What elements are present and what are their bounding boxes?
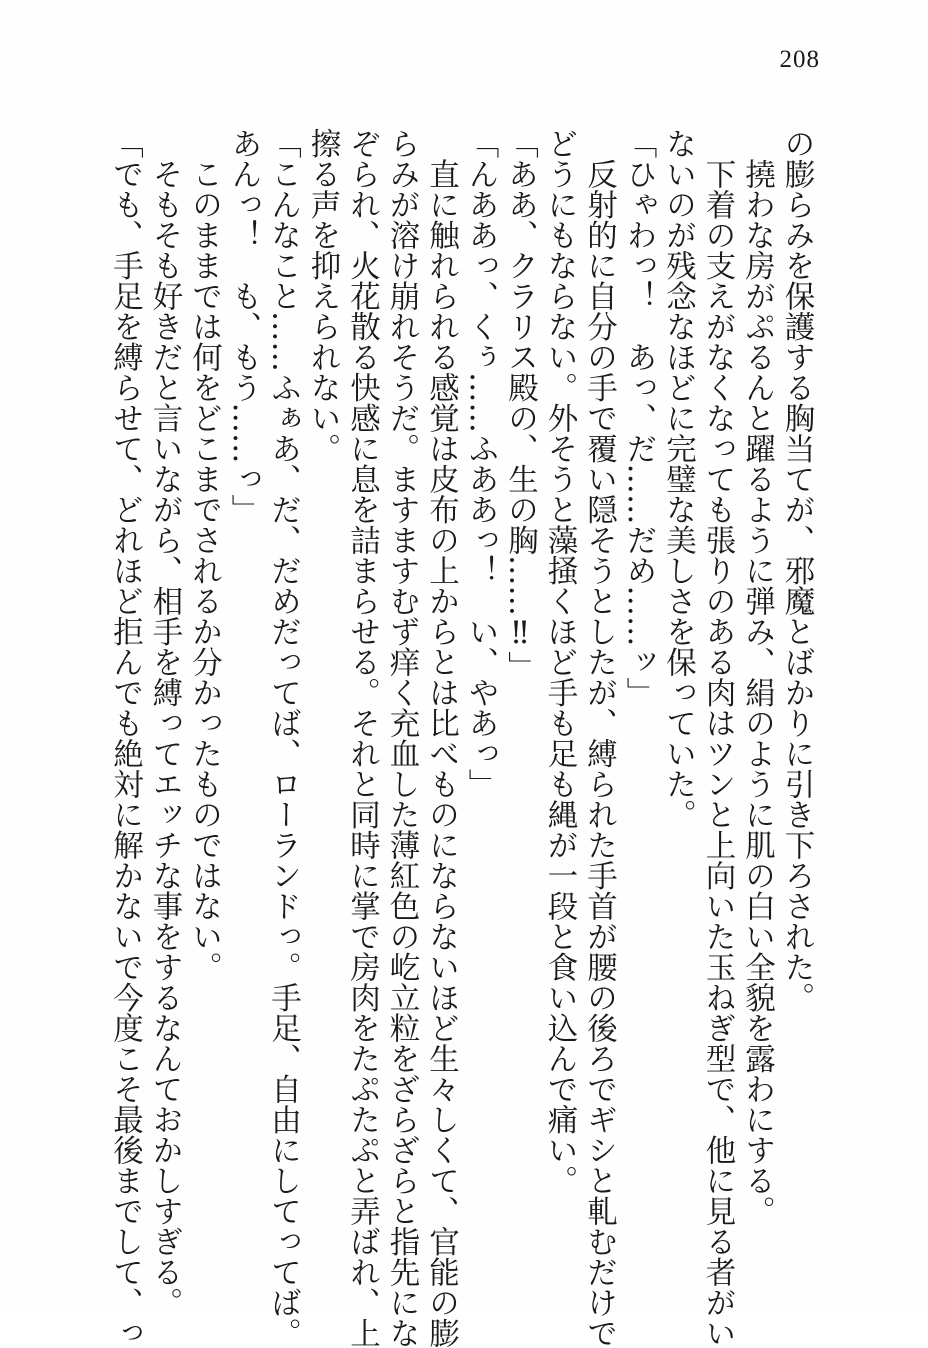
text-line: らみが溶け崩れそうだ。ますますむず痒く充血した薄紅色の屹立粒をざらざらと指先にな bbox=[384, 128, 419, 1348]
text-line: 直に触れられる感覚は皮布の上からとは比べものにならないほど生々しくて、官能の膨 bbox=[423, 128, 459, 1348]
body-text bbox=[105, 128, 816, 1348]
text-line: 下着の支えがなくなっても張りのある肉はツンと上向いた玉ねぎ型で、他に見る者がい bbox=[700, 128, 735, 1348]
text-line: の膨らみを保護する胸当てが、邪魔とばかりに引き下ろされた。 bbox=[779, 128, 814, 1013]
text-line: 「んああっ、くぅ……ふああっ！ い、やあっ」 bbox=[463, 128, 498, 799]
text-line: 反射的に自分の手で覆い隠そうとしたが、縛られた手首が腰の後ろでギシと軋むだけで bbox=[581, 128, 617, 1348]
page-number: 208 bbox=[779, 46, 820, 73]
text-line: あんっ！ も、もう……っ」 bbox=[226, 128, 261, 525]
text-line: そもそも好きだと言いながら、相手を縛ってエッチな事をするなんておかしすぎる。 bbox=[147, 128, 182, 1318]
text-line: ないのが残念なほどに完璧な美しさを保っていた。 bbox=[660, 128, 696, 830]
text-line: 擦る声を抑えられない。 bbox=[305, 128, 340, 464]
text-line: 撓わな房がぷるんと躍るように弾み、絹のように肌の白い全貌を露わにする。 bbox=[739, 128, 775, 1226]
text-line: どうにもならない。外そうと藻掻くほど手も足も縄が一段と食い込んで痛い。 bbox=[542, 128, 577, 1196]
text-line: このままでは何をどこまでされるか分かったものではない。 bbox=[186, 128, 222, 982]
text-line: 「こんなこと……ふぁあ、だ、だめだってば、ローランドっ。手足、自由にしてってば。 bbox=[265, 128, 301, 1348]
text-line: 「でも、手足を縛らせて、どれほど拒んでも絶対に解かないで今度こそ最後までして、っ bbox=[107, 128, 143, 1348]
text-line: 「ああ、クラリス殿の、生の胸……‼」 bbox=[502, 128, 538, 682]
text-line: 「ひゃわっ！ あっ、だ……だめ……ッ」 bbox=[621, 128, 656, 708]
text-line: ぞられ、火花散る快感に息を詰まらせる。それと同時に掌で房肉をたぷたぷと弄ばれ、上 bbox=[344, 128, 380, 1348]
